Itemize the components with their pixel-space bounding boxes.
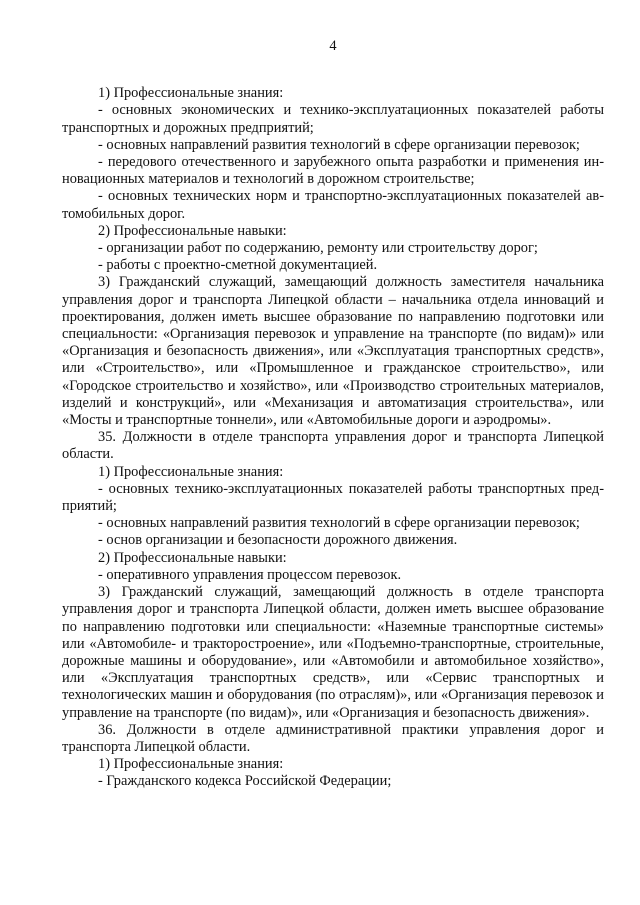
paragraph: - передового отечественного и зарубежного опыта разработки и применения инновационных материалов и технологий в дорожном строительстве; — [62, 154, 604, 188]
paragraph: 1) Профессиональные знания: — [98, 463, 284, 480]
paragraph: - Гражданского кодекса Российской Федерации; — [98, 773, 392, 790]
paragraph: - основных направлений развития технологий в сфере организации перевозок; — [98, 515, 580, 532]
paragraph: - основных технических норм и транспортно-эксплуатационных показателей автомобильных дорог. — [62, 188, 604, 222]
paragraph: - основных технико-эксплуатационных показателей работы транспортных предприятий; — [62, 480, 604, 515]
paragraph: - оперативного управления процессом перевозок. — [98, 566, 402, 583]
paragraph: - основ организации и безопасности дорожного движения. — [98, 532, 458, 549]
paragraph: 3) Гражданский служащий, замещающий должность заместителя начальника управления дорог и транспорта Липецкой области – начальника отдела инноваций и проектирования, должен иметь высшее образование по направлению подготовки или специальности: «Организация перевозок и управление на транспорте (по видам)» или «Организация и безопасность движения», или «Эксплуатация транспортных средств», или «Строительство», или «Промышленное и гражданское строительство», или «Городское строительство и хозяйство», или «Производство строительных материалов, изделий и конструкций», или «Механизация и автоматизация строительства», или «Мосты и транспортные тоннели», или «Автомобильные дороги и аэродромы». — [62, 274, 604, 429]
paragraph: - организации работ по содержанию, ремонту или строительству дорог; — [98, 240, 538, 257]
paragraph: - основных экономических и технико-эксплуатационных показателей работы транспортных и дорожных предприятий; — [62, 102, 604, 136]
page-number: 4 — [329, 38, 337, 54]
paragraph: 35. Должности в отделе транспорта управления дорог и транспорта Липецкой области. — [62, 429, 604, 463]
paragraph: 36. Должности в отделе административной практики управления дорог и транспорта Липецкой области. — [62, 721, 604, 755]
paragraph: 2) Профессиональные навыки: — [98, 222, 287, 239]
document-body — [62, 85, 604, 790]
paragraph: - работы с проектно-сметной документацией. — [98, 257, 378, 274]
paragraph: 2) Профессиональные навыки: — [98, 549, 287, 566]
paragraph: 1) Профессиональные знания: — [98, 756, 284, 773]
paragraph: 1) Профессиональные знания: — [98, 85, 284, 102]
paragraph: - основных направлений развития технологий в сфере организации перевозок; — [98, 136, 580, 153]
paragraph: 3) Гражданский служащий, замещающий должность в отделе транспорта управления дорог и транспорта Липецкой области, должен иметь высшее образование по направлению подготовки или специальности: «Наземные транспортные системы» или «Автомобиле- и тракторостроение», или «Подъемно-транспортные, строительные, дорожные машины и оборудование», или «Автомобили и автомобильное хозяйство», или «Эксплуатация транспортных средств», или «Сервис транспортных и технологических машин и оборудования (по отраслям)», или «Организация перевозок и управление на транспорте (по видам)», или «Организация и безопасность движения». — [62, 584, 604, 721]
